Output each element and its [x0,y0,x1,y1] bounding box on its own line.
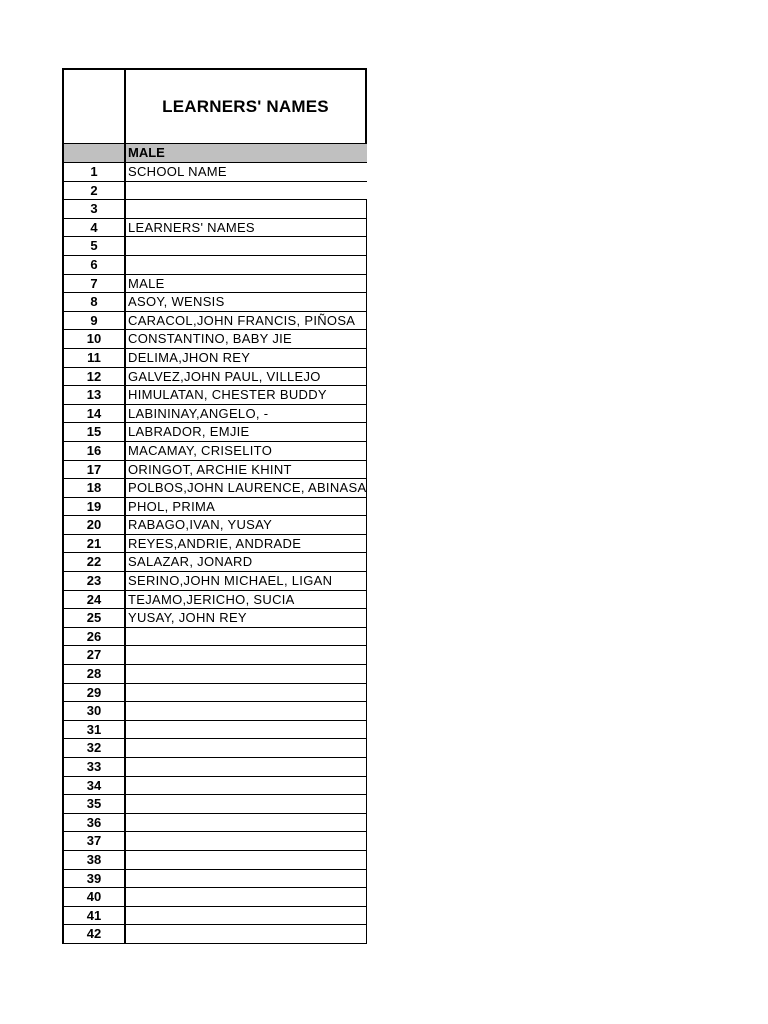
table-row [62,498,367,517]
learner-name-cell [126,832,367,850]
learner-name-cell: ASOY, WENSIS [126,293,367,311]
table-row [62,256,367,275]
learner-name-cell [126,870,367,888]
table-row [62,293,367,312]
row-number: 32 [64,739,126,757]
row-number: 42 [64,925,126,943]
table-row [62,851,367,870]
learner-name-cell [126,907,367,925]
table-row [62,591,367,610]
table-row [62,423,367,442]
table-row [62,739,367,758]
learner-name-cell: REYES,ANDRIE, ANDRADE [126,535,367,553]
row-number: 9 [64,312,126,330]
learner-name-cell: GALVEZ,JOHN PAUL, VILLEJO [126,368,367,386]
table-row [62,368,367,387]
learner-name-cell: TEJAMO,JERICHO, SUCIA [126,591,367,609]
row-number: 8 [64,293,126,311]
row-number: 19 [64,498,126,516]
row-number: 17 [64,461,126,479]
learner-name-cell [126,182,367,200]
table-row [62,684,367,703]
learner-name-cell: MALE [126,275,367,293]
row-number: 3 [64,200,126,218]
sheet-header [62,68,367,144]
table-row [62,200,367,219]
table-row [62,553,367,572]
row-number: 41 [64,907,126,925]
table-row [62,330,367,349]
row-number: 30 [64,702,126,720]
learner-name-cell: POLBOS,JOHN LAURENCE, ABINASA [128,480,367,496]
table-row [62,758,367,777]
learner-name-cell: MACAMAY, CRISELITO [126,442,367,460]
table-row [62,665,367,684]
row-number: 21 [64,535,126,553]
table-row [62,925,367,944]
table-row [62,163,367,182]
learner-rows [62,163,367,944]
learner-name-cell [126,851,367,869]
row-number: 28 [64,665,126,683]
row-number: 5 [64,237,126,255]
row-number: 16 [64,442,126,460]
row-number: 11 [64,349,126,367]
table-row [62,349,367,368]
learner-name-cell: YUSAY, JOHN REY [126,609,367,627]
table-row [62,442,367,461]
learner-name-cell: CARACOL,JOHN FRANCIS, PIÑOSA [126,312,367,330]
row-number: 12 [64,368,126,386]
row-number: 35 [64,795,126,813]
table-row [62,479,367,498]
learner-name-cell [126,739,367,757]
row-number: 26 [64,628,126,646]
learner-name-cell: LABININAY,ANGELO, - [126,405,367,423]
table-row [62,832,367,851]
table-row [62,777,367,796]
learner-name-cell [126,200,367,218]
learner-name-cell [126,646,367,664]
row-number: 18 [64,479,126,497]
row-number: 27 [64,646,126,664]
header-number-cell [64,70,126,143]
learner-name-cell: SCHOOL NAME [128,164,227,179]
row-number: 31 [64,721,126,739]
section-label: MALE [128,145,165,160]
learner-name-cell [126,237,367,255]
table-row [62,721,367,740]
learner-name-cell: SERINO,JOHN MICHAEL, LIGAN [126,572,367,590]
learner-name-cell: SALAZAR, JONARD [126,553,367,571]
row-number: 1 [64,163,126,181]
row-number: 39 [64,870,126,888]
table-row [62,870,367,889]
row-number: 37 [64,832,126,850]
learner-name-cell: ORINGOT, ARCHIE KHINT [126,461,367,479]
row-number: 13 [64,386,126,404]
table-row [62,572,367,591]
row-number: 23 [64,572,126,590]
row-number: 15 [64,423,126,441]
row-number: 6 [64,256,126,274]
learner-name-cell [126,721,367,739]
table-row [62,646,367,665]
row-number: 25 [64,609,126,627]
learner-name-cell [126,777,367,795]
table-row [62,907,367,926]
learner-name-cell [126,758,367,776]
learner-name-cell: HIMULATAN, CHESTER BUDDY [126,386,367,404]
learner-name-cell: RABAGO,IVAN, YUSAY [126,516,367,534]
row-number: 40 [64,888,126,906]
learner-name-cell: PHOL, PRIMA [126,498,367,516]
learners-sheet [62,68,367,944]
row-number: 7 [64,275,126,293]
learner-name-cell [126,665,367,683]
row-number: 14 [64,405,126,423]
learner-name-cell: DELIMA,JHON REY [126,349,367,367]
learner-name-cell [126,628,367,646]
table-row [62,628,367,647]
table-row [62,609,367,628]
table-row [62,516,367,535]
table-row [62,386,367,405]
learner-name-cell: CONSTANTINO, BABY JIE [126,330,367,348]
row-number: 20 [64,516,126,534]
table-row [62,702,367,721]
learner-name-cell [126,814,367,832]
learner-name-cell [126,888,367,906]
learner-name-cell [126,702,367,720]
table-row [62,275,367,294]
table-row [62,461,367,480]
row-number: 38 [64,851,126,869]
table-row [62,795,367,814]
table-row [62,312,367,331]
learner-name-cell [126,684,367,702]
row-number: 29 [64,684,126,702]
table-row [62,219,367,238]
row-number: 36 [64,814,126,832]
learner-name-cell [126,925,367,943]
learner-name-cell [126,795,367,813]
table-row [62,182,367,201]
section-row-male [62,144,367,163]
table-row [62,535,367,554]
row-number: 33 [64,758,126,776]
row-number: 22 [64,553,126,571]
learner-name-cell: LEARNERS' NAMES [126,219,367,237]
table-row [62,888,367,907]
row-number: 4 [64,219,126,237]
row-number: 34 [64,777,126,795]
row-number: 2 [64,182,126,200]
section-number-cell [64,144,126,162]
row-number: 10 [64,330,126,348]
header-title: LEARNERS' NAMES [162,96,329,116]
table-row [62,405,367,424]
learner-name-cell [126,256,367,274]
table-row [62,814,367,833]
table-row [62,237,367,256]
row-number: 24 [64,591,126,609]
learner-name-cell: LABRADOR, EMJIE [126,423,367,441]
